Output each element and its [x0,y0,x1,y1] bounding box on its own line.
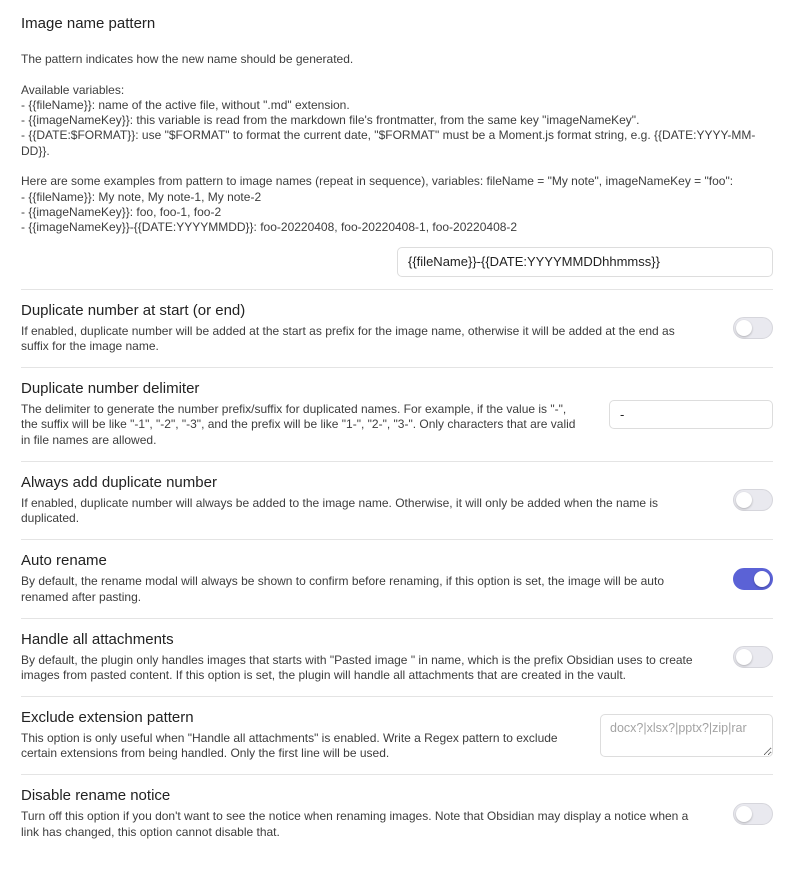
disable-rename-notice-toggle[interactable] [733,803,773,825]
image-name-pattern-input[interactable] [397,247,773,277]
setting-name-image-name-pattern: Image name pattern [21,15,156,32]
setting-name-auto-rename: Auto rename [21,552,107,570]
setting-name-exclude-extension-pattern: Exclude extension pattern [21,708,194,726]
duplicate-number-delimiter-input[interactable] [609,400,773,429]
setting-name-always-add-duplicate-number: Always add duplicate number [21,473,217,491]
example-2-text: - {{imageNameKey}}: foo, foo-1, foo-2 [21,204,222,219]
setting-desc-exclude-extension-pattern: This option is only useful when "Handle all attachments" is enabled. Write a Regex pattern to exclude certain extensions from being handled. Only the first line will be used. [21,730,558,761]
always-add-duplicate-number-toggle[interactable] [733,489,773,511]
examples-heading: Here are some examples from pattern to image names (repeat in sequence), variables: fileName = "My note", imageNameKey = "foo": [21,174,734,189]
toggle-knob [736,320,752,336]
duplicate-number-at-start-toggle[interactable] [733,317,773,339]
variable-filename-text: - {{fileName}}: name of the active file, without ".md" extension. [21,97,350,112]
example-1-text: - {{fileName}}: My note, My note-1, My note-2 [21,189,262,204]
setting-auto-rename [21,540,773,619]
setting-duplicate-number-at-start [21,290,773,368]
toggle-knob [754,571,770,587]
setting-disable-rename-notice [21,775,773,853]
setting-handle-all-attachments [21,619,773,697]
setting-exclude-extension-pattern [21,697,773,775]
image-name-pattern-setting [21,0,773,290]
toggle-knob [736,806,752,822]
setting-name-duplicate-number-at-start: Duplicate number at start (or end) [21,301,246,319]
setting-desc-disable-rename-notice: Turn off this option if you don't want to see the notice when renaming images. Note that Obsidian may display a notice when a link has changed, this option cannot disable that. [21,809,689,839]
setting-always-add-duplicate-number [21,462,773,540]
handle-all-attachments-toggle[interactable] [733,646,773,668]
pattern-intro-text: The pattern indicates how the new name should be generated. [21,52,354,66]
setting-desc-handle-all-attachments: By default, the plugin only handles images that starts with "Pasted image " in name, which is the prefix Obsidian uses to create images from pasted content. If this option is set, the plugin will handle all attachments that are created in the vault. [21,652,693,683]
setting-name-handle-all-attachments: Handle all attachments [21,630,174,648]
toggle-knob [736,649,752,665]
toggle-knob [736,492,752,508]
exclude-extension-pattern-textarea[interactable] [600,714,773,757]
setting-desc-always-add-duplicate-number: If enabled, duplicate number will always be added to the image name. Otherwise, it will only be added when the name is duplicated. [21,495,659,526]
variable-imagenamekey-text: - {{imageNameKey}}: this variable is read from the markdown file's frontmatter, from the same key "imageNameKey". [21,113,640,128]
auto-rename-toggle[interactable] [733,568,773,590]
setting-desc-duplicate-number-at-start: If enabled, duplicate number will be added at the start as prefix for the image name, otherwise it will be added at the end as suffix for the image name. [21,323,675,354]
variable-date-text: - {{DATE:$FORMAT}}: use "$FORMAT" to format the current date, "$FORMAT" must be a Moment.js format string, e.g. {{DATE:YYYY-MM-DD}}. [21,128,756,158]
image-name-pattern-description [21,52,773,236]
available-variables-heading: Available variables: [21,82,125,97]
setting-name-disable-rename-notice: Disable rename notice [21,787,171,805]
setting-duplicate-number-delimiter [21,368,773,462]
setting-desc-duplicate-number-delimiter: The delimiter to generate the number prefix/suffix for duplicated names. For example, if the value is "-", the suffix will be like "-1", "-2", "-3", and the prefix will be like "1-", "2-", "3-". Only characters that are valid in file names are allowed. [21,402,576,447]
setting-name-duplicate-number-delimiter: Duplicate number delimiter [21,380,200,398]
setting-desc-auto-rename: By default, the rename modal will always be shown to confirm before renaming, if this option is set, the image will be auto renamed after pasting. [21,574,664,604]
example-3-text: - {{imageNameKey}}-{{DATE:YYYYMMDD}}: foo-20220408, foo-20220408-1, foo-20220408-2 [21,220,518,235]
